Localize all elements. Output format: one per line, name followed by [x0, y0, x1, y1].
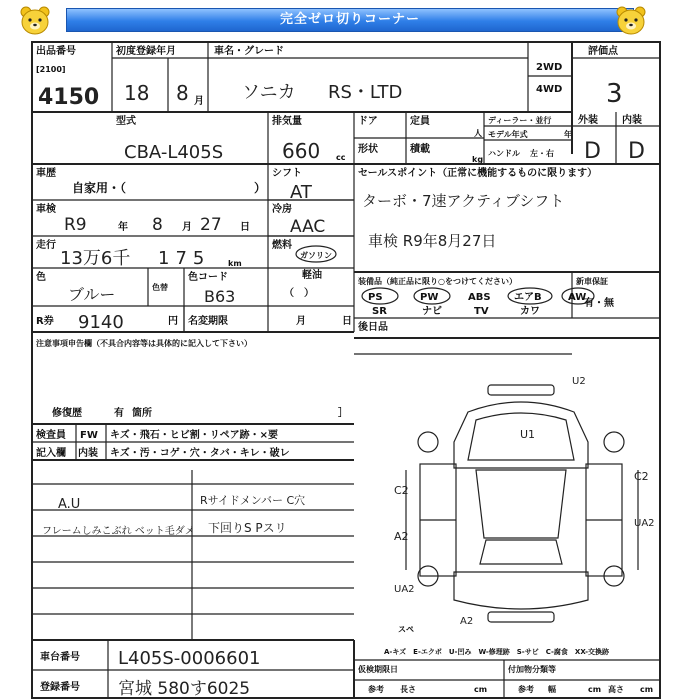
model-code-label: 型式 [116, 116, 136, 127]
note-1: A.U [58, 497, 81, 512]
registration-year: 18 [124, 81, 150, 105]
fuel-label: 燃料 [272, 240, 292, 251]
entry-label: 記入欄 [36, 448, 66, 459]
attachment-class-label: 付加物分類等 [508, 665, 556, 674]
reference-label-1: 参考 [368, 685, 384, 694]
inspection-label: 車検 [36, 204, 56, 215]
color-label: 色 [36, 272, 46, 283]
interior-label: 内装 [622, 115, 642, 126]
car-damage-diagram [406, 385, 638, 622]
cc-unit: cc [336, 153, 346, 162]
first-registration-label: 初度登録年月 [116, 46, 176, 57]
windshield-label: FW [80, 430, 98, 441]
color-code: B63 [204, 287, 236, 306]
equipment-ps: PS [368, 292, 383, 303]
repair-place-label: 箇所 [132, 408, 152, 419]
car-name-label: 車名・グレード [214, 46, 284, 57]
recycle-label: R券 [36, 316, 54, 327]
vehicle-use-value: 自家用・（ [72, 181, 127, 195]
title-deadline-label: 名変期限 [188, 316, 228, 327]
fuel-diesel: 軽油 [302, 270, 322, 281]
equipment-navi: ナビ [422, 306, 442, 317]
equipment-leather: カワ [520, 306, 540, 317]
recycle-fee: 9140 [78, 312, 124, 333]
exterior-grade: D [584, 139, 601, 164]
lot-sub-code: [2100] [36, 65, 66, 74]
later-items-label: 後日品 [358, 322, 388, 333]
length-unit: cm [474, 685, 488, 694]
interior-grade: D [628, 139, 645, 164]
aircon-label: 冷房 [272, 204, 292, 215]
repair-history-value: 有 [114, 408, 124, 419]
damage-legend: A-キズ E-エクボ U-凹み W-修理跡 S-サビ C-腐食 XX-交換跡 [384, 648, 610, 656]
interior-notes-label: 内装 [78, 448, 98, 459]
model-year-label: モデル年式 [488, 130, 528, 139]
height-unit: cm [640, 685, 654, 694]
capacity-unit: 人 [474, 129, 482, 138]
equipment-abs: ABS [468, 292, 491, 303]
capacity-label: 定員 [410, 116, 430, 127]
bear-mascot-icon [18, 4, 52, 36]
diagram-mark-u1: U1 [520, 428, 536, 441]
width-label: 幅 [548, 685, 556, 694]
door-label: ドア [358, 116, 378, 127]
sales-point-label: セールスポイント（正常に機能するものに限ります） [358, 168, 598, 179]
diagram-mark-a2-rear: A2 [460, 616, 474, 627]
inspection-year-unit: 年 [118, 222, 128, 233]
repair-close: ］ [338, 408, 348, 419]
width-unit: cm [588, 685, 602, 694]
inspection-day: 27 [200, 215, 222, 235]
inspection-month-unit: 月 [182, 222, 192, 233]
chassis-number: L405S-0006601 [118, 648, 261, 669]
plate-number-label: 登録番号 [40, 682, 80, 693]
mileage-main: 13万6千 [60, 248, 131, 269]
equipment-aw: AW [568, 292, 587, 303]
chassis-number-label: 車台番号 [40, 652, 80, 663]
note-4: 下回りS Pスリ [208, 521, 287, 535]
exterior-label: 外装 [578, 115, 598, 126]
sales-point-line1: ターボ・7速アクティブシフト [362, 192, 565, 210]
diagram-mark-u2: U2 [572, 376, 586, 387]
month-unit: 月 [194, 96, 204, 107]
handle-label: ハンドル [488, 149, 520, 158]
warranty-value: 有・無 [584, 298, 614, 309]
equipment-airbag: エアB [514, 292, 542, 303]
fuel-other: （ ） [284, 288, 314, 299]
color-value: ブルー [68, 285, 116, 304]
vehicle-use-close: ） [254, 181, 267, 195]
notes-lines [32, 470, 354, 640]
shape-label: 形状 [358, 144, 378, 155]
inspector-label: 検査員 [36, 430, 66, 441]
deadline-day-unit: 日 [342, 316, 352, 327]
aircon-value: AAC [290, 217, 326, 237]
reference-label-2: 参考 [518, 685, 534, 694]
score-label: 評価点 [588, 46, 618, 57]
inspection-year: R9 [64, 215, 87, 235]
dealer-label: ディーラー・並行 [488, 116, 552, 125]
mileage-unit: km [228, 259, 242, 268]
registration-month: 8 [176, 81, 189, 105]
equipment-tv: TV [474, 306, 489, 317]
color-code-label: 色コード [188, 272, 228, 283]
handle-value: 左・右 [530, 149, 554, 158]
model-code: CBA-L405S [124, 142, 224, 163]
mileage-digits: 175 [158, 248, 211, 269]
height-label: 高さ [608, 685, 624, 694]
length-label: 長さ [400, 685, 416, 694]
interior-items: キズ・汚・コゲ・穴・タバ・キレ・破レ [110, 448, 290, 459]
diagram-mark-a2-left: A2 [394, 530, 409, 543]
warranty-label: 新車保証 [576, 277, 608, 286]
deadline-month-unit: 月 [296, 316, 306, 327]
equipment-row-2 [372, 305, 540, 317]
diagram-mark-c2-left: C2 [394, 484, 409, 497]
shift-label: シフト [272, 168, 302, 179]
bear-mascot-icon [614, 4, 648, 36]
inspection-month: 8 [152, 215, 163, 235]
temp-inspection-label: 仮検期限日 [358, 665, 398, 674]
note-2: フレームしみこぶれ ベット毛ダメ [42, 526, 195, 537]
diagram-mark-ua2-left: UA2 [394, 584, 415, 595]
color-change-label: 色替 [152, 283, 168, 292]
plate-number: 宮城 580す6025 [118, 679, 251, 699]
model-year-unit: 年 [564, 130, 572, 139]
four-wd-label: 4WD [536, 84, 563, 95]
sales-point-line2: 車検 R9年8月27日 [368, 232, 497, 250]
load-unit: kg [472, 155, 484, 164]
mileage-label: 走行 [36, 240, 56, 251]
shift-value: AT [290, 182, 312, 203]
lot-number: 4150 [38, 85, 100, 110]
car-name: ソニカ [242, 82, 296, 103]
banner-title: 完全ゼロ切りコーナー [66, 8, 634, 32]
caution-label: 注意事項申告欄（不具合内容等は具体的に記入して下さい） [36, 339, 252, 348]
header-banner [0, 0, 700, 40]
equipment-pw: PW [420, 292, 439, 303]
repair-history-label: 修復歴 [52, 408, 82, 419]
car-grade: RS・LTD [328, 82, 403, 103]
spare-note: スペ [398, 625, 414, 634]
windshield-items: キズ・飛石・ヒビ割・リペア跡・×要 [110, 430, 278, 441]
vehicle-use-label: 車歴 [36, 168, 56, 179]
two-wd-label: 2WD [536, 62, 563, 73]
displacement-label: 排気量 [272, 116, 302, 127]
inspection-day-unit: 日 [240, 222, 250, 233]
diagram-mark-ua2-right: UA2 [634, 518, 655, 529]
auction-sheet [28, 40, 664, 700]
equipment-label: 装備品（純正品に限り○をつけてください） [358, 277, 517, 286]
diagram-mark-c2-right: C2 [634, 470, 649, 483]
load-label: 積載 [410, 144, 430, 155]
equipment-sr: SR [372, 306, 387, 317]
lot-number-label: 出品番号 [36, 46, 76, 57]
displacement: 660 [282, 139, 321, 163]
equipment-row-1 [362, 288, 594, 304]
auction-score: 3 [606, 79, 623, 109]
recycle-unit: 円 [168, 316, 178, 327]
note-3: Rサイドメンバー C穴 [200, 494, 306, 507]
fuel-gasoline: ガソリン [300, 251, 332, 260]
